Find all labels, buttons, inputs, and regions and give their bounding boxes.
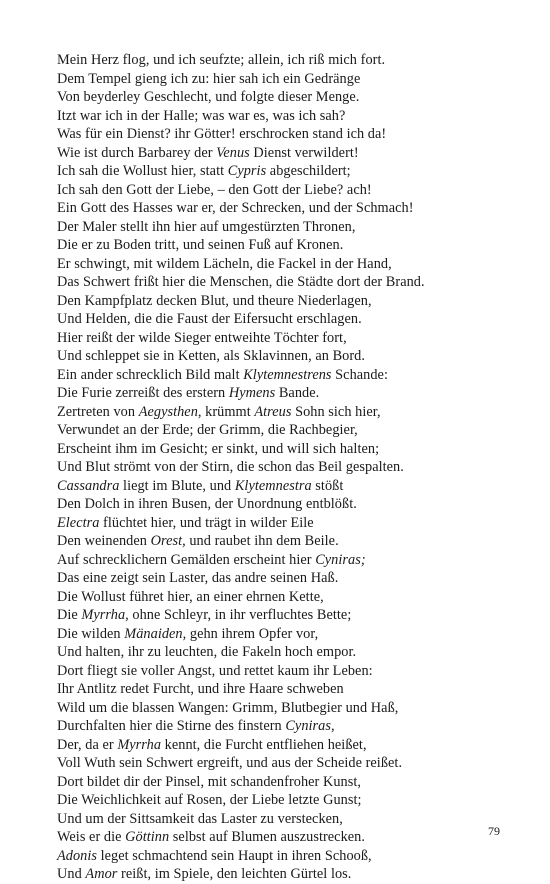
italic-name: Klytemnestrens <box>243 366 332 383</box>
italic-name: Adonis <box>57 847 98 864</box>
verse-line <box>57 773 517 792</box>
verse-line <box>57 384 517 403</box>
verse-text: Ich sah den Gott der Liebe, – den Gott der Liebe? ach! <box>57 181 372 198</box>
verse-text: gehn ihrem Opfer vor, <box>186 625 319 642</box>
verse-line <box>57 569 517 588</box>
verse-text: Die Furie zerreißt des erstern <box>57 385 229 401</box>
verse-text: Durchfalten hier die Stirne des finstern <box>57 718 286 734</box>
verse-text: Ihr Antlitz redet Furcht, und ihre Haare schweben <box>57 681 344 697</box>
verse-text: Mein Herz flog, und ich seufzte; allein, ich riß mich fort. <box>57 52 386 68</box>
verse-line <box>57 754 517 773</box>
page-number: 79 <box>488 824 500 838</box>
italic-name: Cyniras; <box>315 551 366 568</box>
verse-line <box>57 51 517 70</box>
italic-name: Myrrha, <box>81 607 129 623</box>
verse-line <box>57 310 517 329</box>
verse-text: Weis er die <box>57 829 126 845</box>
verse-line <box>57 181 517 200</box>
verse-line <box>57 347 517 366</box>
verse-line <box>57 329 517 348</box>
verse-line <box>57 736 517 755</box>
verse-text: Und schleppet sie in Ketten, als Sklavinnen, an Bord. <box>57 348 365 364</box>
verse-text: Die Weichlichkeit auf Rosen, der Liebe letzte Gunst; <box>57 792 362 808</box>
verse-line <box>57 532 517 551</box>
verse-text: Und <box>57 866 86 882</box>
verse-text: Wie ist durch Barbarey der <box>57 144 217 161</box>
verse-line <box>57 791 517 810</box>
verse-text: ohne Schleyr, in ihr verfluchtes Bette; <box>128 607 352 623</box>
verse-text: selbst auf Blumen auszustrecken. <box>169 829 365 845</box>
verse-line <box>57 680 517 699</box>
italic-name: Aegysthen, <box>138 403 202 420</box>
verse-line <box>57 847 517 866</box>
verse-line <box>57 70 517 89</box>
italic-name: Klytemnestra <box>234 477 312 494</box>
verse-text: Dienst verwildert! <box>249 144 359 161</box>
verse-text: Bande. <box>275 385 320 401</box>
italic-name: Myrrha <box>117 736 162 753</box>
italic-name: Amor <box>85 866 118 882</box>
verse-line <box>57 255 517 274</box>
verse-text: Dort fliegt sie voller Angst, und rettet kaum ihr Leben: <box>57 662 373 679</box>
verse-text: Den Kampfplatz decken Blut, und theure Niederlagen, <box>57 292 372 309</box>
verse-text: Sohn sich hier, <box>291 403 381 420</box>
verse-text: Itzt war ich in der Halle; was war es, was ich sah? <box>57 107 346 124</box>
verse-text: Verwundet an der Erde; der Grimm, die Rachbegier, <box>57 422 358 438</box>
verse-text: Und halten, ihr zu leuchten, die Fakeln hoch empor. <box>57 644 357 660</box>
verse-text: Die Wollust führet hier, an einer ehrnen Kette, <box>57 588 324 605</box>
verse-line <box>57 514 517 533</box>
verse-text: Den Dolch in ihren Busen, der Unordnung entblößt. <box>57 496 357 512</box>
verse-text: Auf schrecklichern Gemälden erscheint hier <box>57 551 316 568</box>
verse-text: Erscheint ihm im Gesicht; er sinkt, und will sich halten; <box>57 440 380 457</box>
italic-name: Cypris <box>227 163 267 179</box>
verse-text: Ich sah die Wollust hier, statt <box>57 163 228 179</box>
verse-line <box>57 828 517 847</box>
verse-line <box>57 273 517 292</box>
verse-text: Die <box>57 607 82 623</box>
verse-line <box>57 495 517 514</box>
verse-line <box>57 606 517 625</box>
verse-text: Die er zu Boden tritt, und seinen Fuß auf Kronen. <box>57 237 344 253</box>
verse-line <box>57 865 517 884</box>
verse-text: Und um der Sittsamkeit das Laster zu verstecken, <box>57 810 343 827</box>
verse-text: flüchtet hier, und trägt in wilder Eile <box>99 514 314 531</box>
verse-text: Und Blut strömt von der Stirn, die schon das Beil gespalten. <box>57 459 404 475</box>
verse-text: Schande: <box>331 366 388 383</box>
verse-text: Von beyderley Geschlecht, und folgte dieser Menge. <box>57 89 360 105</box>
verse-line <box>57 588 517 607</box>
verse-text: und raubet ihn dem Beile. <box>185 533 339 549</box>
verse-text: Hier reißt der wilde Sieger entweihte Töchter fort, <box>57 329 347 346</box>
italic-name: Cyniras, <box>285 718 335 734</box>
verse-text: Das Schwert frißt hier die Menschen, die Städte dort der Brand. <box>57 274 425 290</box>
verse-line <box>57 366 517 385</box>
verse-text: Was für ein Dienst? ihr Götter! erschrocken stand ich da! <box>57 126 387 142</box>
verse-line <box>57 643 517 662</box>
verse-line <box>57 236 517 255</box>
verse-text: Und Helden, die die Faust der Eifersucht erschlagen. <box>57 311 362 327</box>
verse-text: Der Maler stellt ihn hier auf umgestürzten Thronen, <box>57 218 356 235</box>
verse-line <box>57 218 517 237</box>
verse-text: Der, da er <box>57 736 118 753</box>
verse-line <box>57 107 517 126</box>
verse-text: abgeschildert; <box>266 163 351 179</box>
italic-name: Atreus <box>254 403 292 420</box>
poem-text <box>57 51 517 884</box>
verse-line <box>57 403 517 422</box>
verse-line <box>57 88 517 107</box>
verse-text: Den weinenden <box>57 533 151 549</box>
verse-line <box>57 810 517 829</box>
verse-text: Voll Wuth sein Schwert ergreift, und aus der Scheide reißet. <box>57 755 403 771</box>
italic-name: Orest, <box>150 533 186 549</box>
verse-line <box>57 717 517 736</box>
verse-text: Ein ander schrecklich Bild malt <box>57 366 244 383</box>
verse-line <box>57 144 517 163</box>
verse-text: Wild um die blassen Wangen: Grimm, Blutbegier und Haß, <box>57 699 399 716</box>
verse-line <box>57 125 517 144</box>
italic-name: Göttinn <box>125 829 170 845</box>
verse-line <box>57 662 517 681</box>
verse-text: Ein Gott des Hasses war er, der Schrecken, und der Schmach! <box>57 200 414 216</box>
italic-name: Hymens <box>228 385 276 401</box>
verse-line <box>57 625 517 644</box>
verse-text: kennt, die Furcht entfliehen heißet, <box>161 736 367 753</box>
verse-text: reißt, im Spiele, den leichten Gürtel los. <box>117 866 352 882</box>
verse-text: Er schwingt, mit wildem Lächeln, die Fackel in der Hand, <box>57 255 392 272</box>
verse-text: liegt im Blute, und <box>119 477 235 494</box>
verse-text: Dort bildet dir der Pinsel, mit schandenfroher Kunst, <box>57 773 362 790</box>
verse-text: leget schmachtend sein Haupt in ihren Schooß, <box>97 847 372 864</box>
italic-name: Electra <box>57 514 100 531</box>
verse-line <box>57 477 517 496</box>
verse-text: Dem Tempel gieng ich zu: hier sah ich ein Gedränge <box>57 70 361 87</box>
italic-name: Venus <box>216 144 250 161</box>
verse-text: Die wilden <box>57 625 125 642</box>
verse-line <box>57 162 517 181</box>
verse-text: stößt <box>311 477 344 494</box>
italic-name: Mänaiden, <box>124 625 187 642</box>
verse-line <box>57 199 517 218</box>
verse-line <box>57 458 517 477</box>
italic-name: Cassandra <box>57 477 120 494</box>
verse-line <box>57 421 517 440</box>
verse-text: krümmt <box>201 403 255 420</box>
verse-text: Zertreten von <box>57 403 139 420</box>
verse-line <box>57 292 517 311</box>
verse-line <box>57 551 517 570</box>
verse-line <box>57 699 517 718</box>
verse-line <box>57 440 517 459</box>
verse-text: Das eine zeigt sein Laster, das andre seinen Haß. <box>57 570 339 586</box>
